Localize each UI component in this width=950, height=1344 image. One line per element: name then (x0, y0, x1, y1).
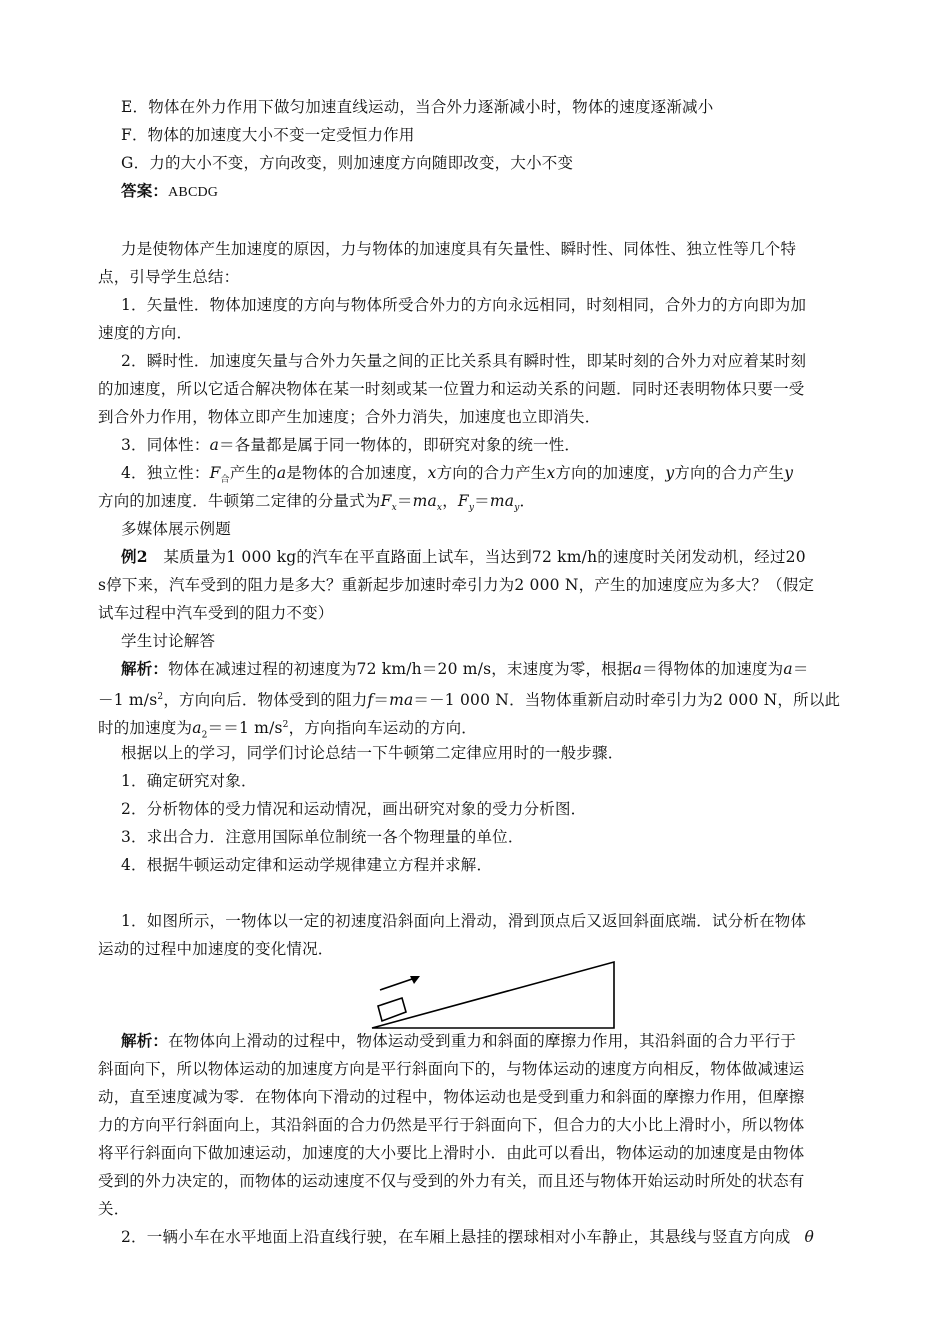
solution-1-line-3 (98, 715, 477, 745)
solution-2-line-1 (121, 1031, 796, 1051)
var-a: a (192, 719, 202, 738)
vector-property-line-2: 速度的方向． (98, 324, 193, 342)
t: 某质量为1 000 kg的汽车在平直路面上试车，当达到72 km/h的速度时关闭发动机，经过20 (147, 548, 806, 566)
t: ＝ (373, 691, 390, 710)
multimedia-heading: 多媒体展示例题 (121, 520, 231, 538)
intro-line-1: 力是使物体产生加速度的原因，力与物体的加速度具有矢量性、瞬时性、同体性、独立性等几个特 (121, 240, 797, 258)
t: 物体在减速过程的初速度为72 km/h＝20 m/s，末速度为零，根据 (168, 660, 633, 678)
t: ＝－1 000 N．当物体重新启动时牵引力为2 000 N，所以此 (413, 691, 841, 710)
step-4: 4．根据牛顿运动定律和运动学规律建立方程并求解． (121, 856, 493, 874)
t: 产生的 (229, 464, 277, 482)
intro-line-2: 点，引导学生总结： (98, 268, 240, 286)
option-e: E．物体在外力作用下做匀加速直线运动，当合外力逐渐减小时，物体的速度逐渐减小 (121, 98, 714, 116)
question-2-line-1 (121, 1227, 814, 1247)
question-1-line-2: 运动的过程中加速度的变化情况． (98, 940, 334, 958)
incline-figure (370, 960, 616, 1030)
option-g: G．力的大小不变，方向改变，则加速度方向随即改变，大小不变 (121, 154, 574, 172)
instant-property-line-3: 到合外力作用，物体立即产生加速度；合外力消失，加速度也立即消失． (98, 408, 601, 426)
t: ＝得物体的加速度为 (642, 660, 784, 678)
var-ma: ma (489, 492, 515, 510)
t: 是物体的合加速度， (286, 464, 428, 482)
t: 方向的合力产生 (674, 464, 785, 482)
instant-property-line-1: 2．瞬时性．加速度矢量与合外力矢量之间的正比关系具有瞬时性，即某时刻的合外力对应着某时刻 (121, 352, 807, 370)
sub-2: 2 (201, 730, 208, 741)
incline-triangle (372, 962, 614, 1028)
block (378, 998, 406, 1021)
var-x: x (546, 464, 556, 482)
t: 2．一辆小车在水平地面上沿直线行驶，在车厢上悬挂的摆球相对小车静止，其悬线与竖直方向成 (121, 1228, 791, 1246)
vector-property-line-1: 1．矢量性．物体加速度的方向与物体所受合外力的方向永远相同，时刻相同，合外力的方向即为加 (121, 296, 807, 314)
sup-2: 2 (157, 692, 164, 702)
t: ， (442, 492, 458, 510)
independence-line-2 (98, 491, 535, 518)
same-body-prefix: 3．同体性： (121, 436, 210, 454)
var-a: a (276, 464, 287, 482)
t: 4．独立性： (121, 464, 210, 482)
solution-2-line-3: 动，直至速度减为零．在物体向下滑动的过程中，物体运动也是受到重力和斜面的摩擦力作用，但摩擦 (98, 1088, 805, 1106)
t: ＝ (474, 492, 490, 510)
step-1: 1．确定研究对象． (121, 772, 257, 790)
solution-2-line-6: 受到的外力决定的，而物体的运动速度不仅与受到的外力有关，而且还与物体开始运动时所处的状态有 (98, 1172, 805, 1190)
step-2: 2．分析物体的受力情况和运动情况，画出研究对象的受力分析图． (121, 800, 587, 818)
sub-he: 合 (220, 475, 230, 486)
option-f: F．物体的加速度大小不变一定受恒力作用 (121, 126, 415, 144)
sub-y: y (514, 503, 520, 514)
sub-y: y (468, 503, 475, 514)
t: 方向的加速度， (555, 464, 666, 482)
var-theta: θ (804, 1228, 815, 1246)
example-2-line-2: s停下来，汽车受到的阻力是多大？重新起步加速时牵引力为2 000 N，产生的加速度应为多大？（假定 (98, 576, 815, 594)
t: ． (519, 492, 536, 510)
var-y: y (665, 464, 675, 482)
t: ，方向指向车运动的方向． (288, 719, 478, 738)
var-f: f (367, 691, 374, 710)
t: 方向的合力产生 (436, 464, 547, 482)
sub-x: x (391, 503, 397, 514)
t: 时的加速度为 (98, 719, 193, 738)
t: ＝＝1 m/s (207, 719, 283, 738)
same-body-text: ＝各量都是属于同一物体的，即研究对象的统一性． (219, 436, 581, 454)
var-a: a (209, 436, 220, 454)
solution-2-line-4: 力的方向平行斜面向上，其沿斜面的合力仍然是平行于斜面向下，但合力的大小比上滑时小，所以物体 (98, 1116, 805, 1134)
t: －1 m/s (98, 691, 158, 710)
solution-label: 解析： (121, 659, 169, 678)
answer-label: 答案： (121, 181, 169, 200)
example-2-line-1 (121, 547, 806, 567)
same-body-property (121, 435, 580, 455)
instant-property-line-2: 的加速度，所以它适合解决物体在某一时刻或某一位置力和运动关系的问题．同时还表明物体只要一受 (98, 380, 805, 398)
example-label: 例2 (121, 547, 148, 566)
summary-line: 根据以上的学习，同学们讨论总结一下牛顿第二定律应用时的一般步骤． (121, 744, 624, 762)
solution-2-line-2: 斜面向下，所以物体运动的加速度方向是平行斜面向下的，与物体运动的速度方向相反，物体做减速运 (98, 1060, 805, 1078)
var-F: F (209, 464, 221, 482)
sup-2: 2 (282, 720, 289, 730)
var-F: F (380, 492, 392, 510)
solution-1-line-2 (98, 687, 840, 710)
question-1-line-1: 1．如图所示，一物体以一定的初速度沿斜面向上滑动，滑到顶点后又返回斜面底端．试分析在物体 (121, 912, 807, 930)
var-a: a (783, 660, 793, 678)
t: ＝ (396, 492, 413, 510)
t: 方向的加速度．牛顿第二定律的分量式为 (98, 492, 381, 510)
example-2-line-3: 试车过程中汽车受到的阻力不变） (98, 604, 334, 622)
var-y: y (784, 464, 794, 482)
t: 在物体向上滑动的过程中，物体运动受到重力和斜面的摩擦力作用，其沿斜面的合力平行于 (168, 1032, 797, 1050)
solution-2-line-7: 关． (98, 1200, 130, 1218)
sub-x: x (436, 503, 443, 514)
discuss-heading: 学生讨论解答 (121, 632, 216, 650)
var-a: a (632, 660, 643, 678)
solution-2-line-5: 将平行斜面向下做加速运动，加速度的大小要比上滑时小．由此可以看出，物体运动的加速度是由物体 (98, 1144, 805, 1162)
step-3: 3．求出合力．注意用国际单位制统一各个物理量的单位． (121, 828, 524, 846)
answer-value: ABCDG (168, 185, 219, 200)
t: ＝ (792, 660, 809, 678)
answer (121, 181, 218, 203)
solution-label: 解析： (121, 1031, 169, 1050)
var-ma: ma (389, 691, 414, 710)
var-F: F (457, 492, 469, 510)
var-x: x (427, 464, 437, 482)
var-ma: ma (412, 492, 437, 510)
independence-line-1 (121, 463, 793, 490)
solution-1-line-1 (121, 659, 809, 679)
t: ，方向向后．物体受到的阻力 (163, 691, 368, 710)
